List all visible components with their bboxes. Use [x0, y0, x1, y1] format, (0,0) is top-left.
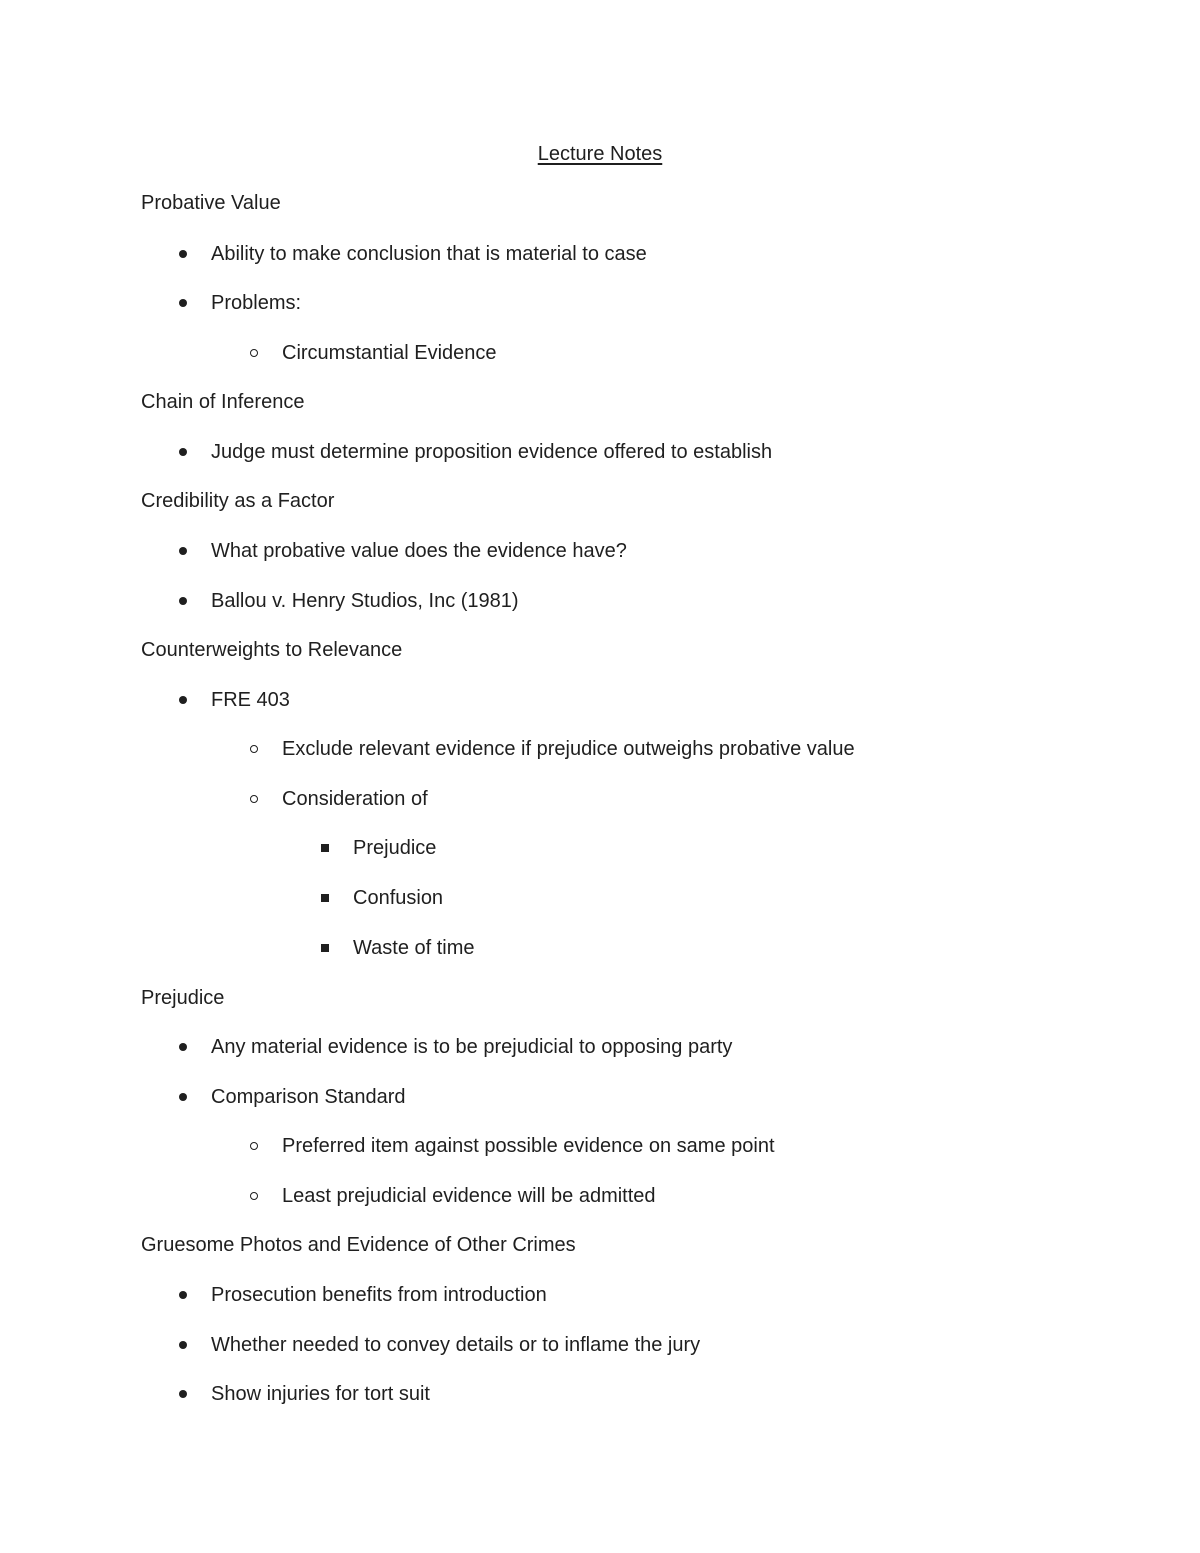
- list-item-text: Whether needed to convey details or to inflame the jury: [211, 1334, 701, 1356]
- bullet-disc-icon: [176, 1034, 211, 1060]
- bullet-circle-icon: [247, 340, 282, 366]
- list-item: [247, 340, 497, 366]
- list-item-text: What probative value does the evidence have?: [211, 540, 627, 562]
- bullet-disc-icon: [176, 241, 211, 267]
- section-heading: Probative Value: [141, 192, 281, 214]
- bullet-circle-icon: [247, 1133, 282, 1159]
- section-heading: Gruesome Photos and Evidence of Other Crimes: [141, 1234, 576, 1256]
- list-item-text: Exclude relevant evidence if prejudice outweighs probative value: [282, 738, 855, 760]
- list-item-text: Prejudice: [353, 837, 437, 859]
- page-title: Lecture Notes: [537, 143, 663, 165]
- list-item: [176, 1084, 406, 1110]
- list-item: [176, 290, 301, 316]
- list-item-text: Any material evidence is to be prejudicial to opposing party: [211, 1036, 733, 1058]
- bullet-disc-icon: [176, 588, 211, 614]
- bullet-disc-icon: [176, 687, 211, 713]
- list-item-text: Comparison Standard: [211, 1086, 406, 1108]
- list-item-text: Judge must determine proposition evidence offered to establish: [211, 441, 773, 463]
- list-item: [176, 241, 647, 267]
- bullet-circle-icon: [247, 1183, 282, 1209]
- bullet-square-icon: [318, 885, 353, 911]
- bullet-circle-icon: [247, 736, 282, 762]
- section-heading: Chain of Inference: [141, 391, 305, 413]
- section-heading: Counterweights to Relevance: [141, 639, 403, 661]
- list-item: [247, 786, 428, 812]
- section-heading: Credibility as a Factor: [141, 490, 335, 512]
- bullet-disc-icon: [176, 1332, 211, 1358]
- list-item-text: Preferred item against possible evidence on same point: [282, 1135, 775, 1157]
- list-item-text: Prosecution benefits from introduction: [211, 1284, 547, 1306]
- bullet-disc-icon: [176, 538, 211, 564]
- list-item: [176, 1034, 732, 1060]
- list-item: [247, 1133, 775, 1159]
- list-item-text: Consideration of: [282, 788, 428, 810]
- list-item-text: Show injuries for tort suit: [211, 1383, 430, 1405]
- list-item: [318, 885, 443, 911]
- list-item: [247, 736, 855, 762]
- list-item-text: Ability to make conclusion that is material to case: [211, 243, 647, 265]
- list-item: [318, 935, 475, 961]
- section-heading: Prejudice: [141, 987, 225, 1009]
- list-item: [176, 1332, 700, 1358]
- list-item: [176, 1282, 547, 1308]
- list-item: [176, 538, 627, 564]
- bullet-circle-icon: [247, 786, 282, 812]
- list-item-text: Least prejudicial evidence will be admitted: [282, 1185, 656, 1207]
- list-item: [176, 687, 290, 713]
- list-item: [176, 1381, 430, 1407]
- bullet-disc-icon: [176, 1084, 211, 1110]
- list-item-text: Circumstantial Evidence: [282, 342, 497, 364]
- bullet-disc-icon: [176, 1381, 211, 1407]
- list-item-text: Problems:: [211, 292, 302, 314]
- bullet-disc-icon: [176, 290, 211, 316]
- list-item: [176, 439, 772, 465]
- list-item-text: Ballou v. Henry Studios, Inc (1981): [211, 590, 519, 612]
- bullet-disc-icon: [176, 1282, 211, 1308]
- bullet-square-icon: [318, 935, 353, 961]
- list-item-text: Waste of time: [353, 937, 475, 959]
- bullet-disc-icon: [176, 439, 211, 465]
- list-item: [318, 835, 436, 861]
- list-item-text: Confusion: [353, 887, 444, 909]
- list-item-text: FRE 403: [211, 689, 290, 711]
- list-item: [176, 588, 519, 614]
- list-item: [247, 1183, 656, 1209]
- bullet-square-icon: [318, 835, 353, 861]
